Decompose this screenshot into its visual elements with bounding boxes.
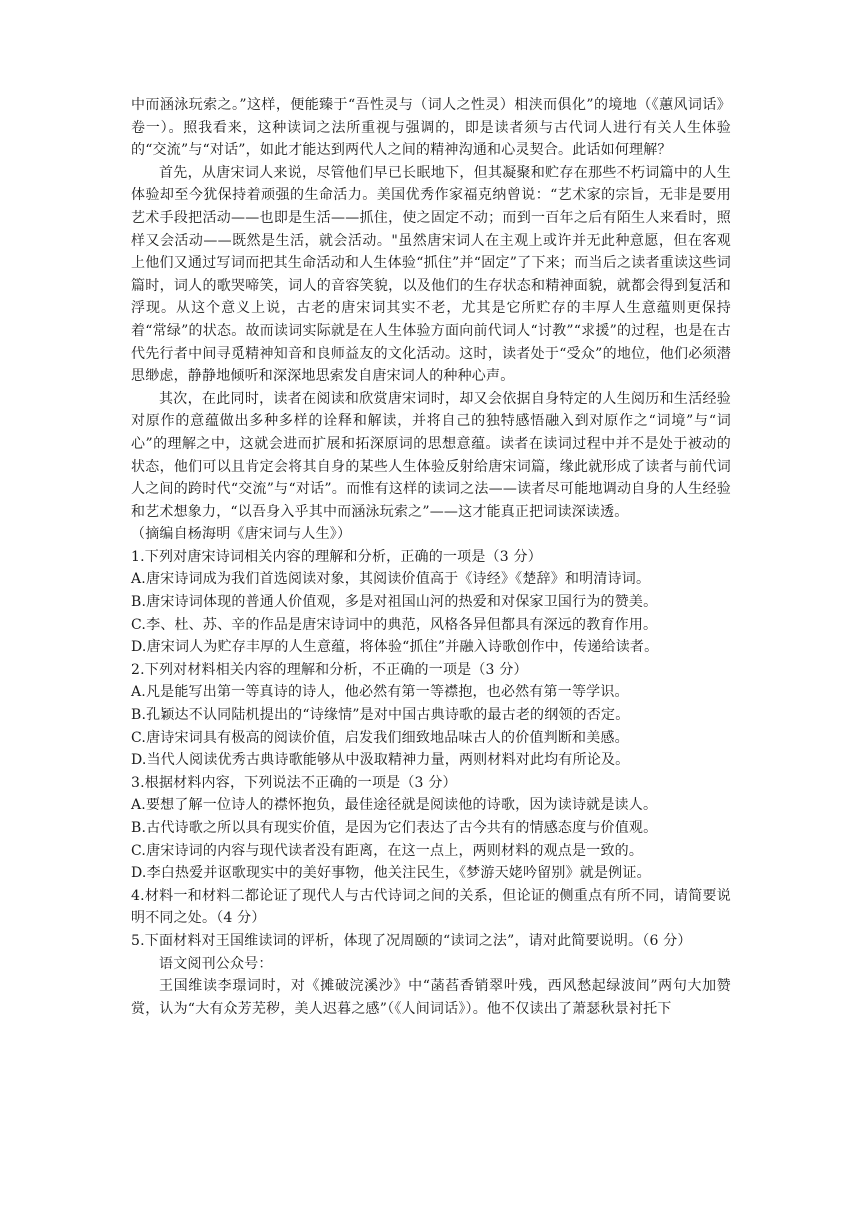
question-2-option-b: B.孔颖达不认同陆机提出的“诗缘情”是对中国古典诗歌的最古老的纲领的否定。 [131,707,630,724]
question-1-option-c: C.李、杜、苏、辛的作品是唐宋诗词中的典范，风格各异但都具有深远的教育作用。 [131,616,658,633]
question-5-source: 语文阅刊公众号： [159,955,273,972]
question-2-option-d: D.当代人阅读优秀古典诗歌能够从中汲取精神力量，两则材料对此均有所论及。 [131,752,630,769]
question-3-option-d: D.李白热爱并讴歌现实中的美好事物，他关注民生，《梦游天姥吟留别》就是例证。 [131,865,651,882]
question-3 [131,772,731,885]
question-3-option-b: B.古代诗歌之所以具有现实价值，是因为它们表达了古今共有的情感态度与价值观。 [131,820,658,836]
source-note: （摘编自杨海明《唐宋词与人生》） [131,526,352,543]
question-1-option-d: D.唐宋词人为贮存丰厚的人生意蕴，将体验“抓住”并融入诗歌创作中，传递给读者。 [131,639,659,656]
question-2-option-a: A.凡是能写出第一等真诗的诗人，他必然有第一等襟抱，也必然有第一等学识。 [131,684,629,701]
question-3-option-a: A.要想了解一位诗人的襟怀抱负，最佳途径就是阅读他的诗歌，因为读诗就是读人。 [131,797,658,814]
question-1-option-b: B.唐宋诗词体现的普通人价值观，多是对祖国山河的热爱和对保家卫国行为的赞美。 [131,594,658,611]
intro-paragraph: 中而涵泳玩索之。”这样，便能臻于“吾性灵与（词人之性灵）相浃而俱化”的境地（《蕙风词话》卷一）。照我看来，这种读词之法所重视与强调的，即是读者须与古代词人进行有关人生体验的“交流”与“对话”，如此才能达到两代人之间的精神沟通和心灵契合。此话如何理解？ [131,97,731,159]
question-5: 5.下面材料对王国维读词的评析，体现了况周颐的“读词之法”，请对此简要说明。（6 分） [131,932,692,949]
question-2 [131,659,731,772]
second-argument-paragraph: 其次，在此同时，读者在阅读和欣赏唐宋词时，却又会依据自身特定的人生阅历和生活经验对原作的意蕴做出多种多样的诠释和解读，并将自己的独特感悟融入到对原作之“词境”与“词心”的理解之中，这就会进而扩展和拓深原词的思想意蕴。读者在读词过程中并不是处于被动的状态，他们可以且肯定会将其自身的某些人生体验反射给唐宋词篇，缘此就形成了读者与前代词人之间的跨时代“交流”与“对话”。而惟有这样的读词之法——读者尽可能地调动自身的人生经验和艺术想象力，“以吾身入乎其中而涵泳玩索之”——这才能真正把词读深读透。 [131,390,731,520]
question-5-material: 王国维读李璟词时，对《摊破浣溪沙》中“菡萏香销翠叶残，西风愁起绿波间”两句大加赞赏，认为“大有众芳芜秽，美人迟暮之感”（《人间词话》）。他不仅读出了萧瑟秋景衬托下 [131,978,731,1017]
question-1-option-a: A.唐宋诗词成为我们首选阅读对象，其阅读价值高于《诗经》《楚辞》和明清诗词。 [131,571,651,588]
question-2-stem: 2.下列对材料相关内容的理解和分析，不正确的一项是（3 分） [131,661,528,678]
question-3-stem: 3.根据材料内容，下列说法不正确的一项是（3 分） [131,774,457,791]
question-2-option-c: C.唐诗宋词具有极高的阅读价值，启发我们细致地品味古人的价值判断和美感。 [131,729,629,746]
question-4: 4.材料一和材料二都论证了现代人与古代诗词之间的关系，但论证的侧重点有所不同，请简要说明不同之处。（4 分） [131,887,731,927]
question-1-stem: 1.下列对唐宋诗词相关内容的理解和分析，正确的一项是（3 分） [131,548,542,565]
question-3-option-c: C.唐宋诗词的内容与现代读者没有距离，在这一点上，两则材料的观点是一致的。 [131,842,644,859]
first-argument-paragraph: 首先，从唐宋词人来说，尽管他们早已长眠地下，但其凝聚和贮存在那些不朽词篇中的人生体验却至今犹保持着顽强的生命活力。美国优秀作家福克纳曾说：“艺术家的宗旨，无非是要用艺术手段把活动——也即是生活——抓住，使之固定不动；而到一百年之后有陌生人来看时，照样又会活动——既然是生活，就会活动。"虽然唐宋词人在主观上或许并无此种意愿，但在客观上他们又通过写词而把其生命活动和人生体验“抓住”并“固定”了下来；而当后之读者重读这些词篇时，词人的歌哭啼笑，词人的音容笑貌，以及他们的生存状态和精神面貌，就都会得到复活和浮现。从这个意义上说，古老的唐宋词其实不老，尤其是它所贮存的丰厚人生意蕴则更保持着“常绿”的状态。故而读词实际就是在人生体验方面向前代词人“讨教”“求援”的过程，也是在古代先行者中间寻觅精神知音和良师益友的文化活动。这时，读者处于“受众”的地位，他们必须潜思缈虑，静静地倾听和深深地思索发自唐宋词人的种种心声。 [131,164,731,385]
question-1 [131,546,731,659]
document-page [131,94,731,1020]
